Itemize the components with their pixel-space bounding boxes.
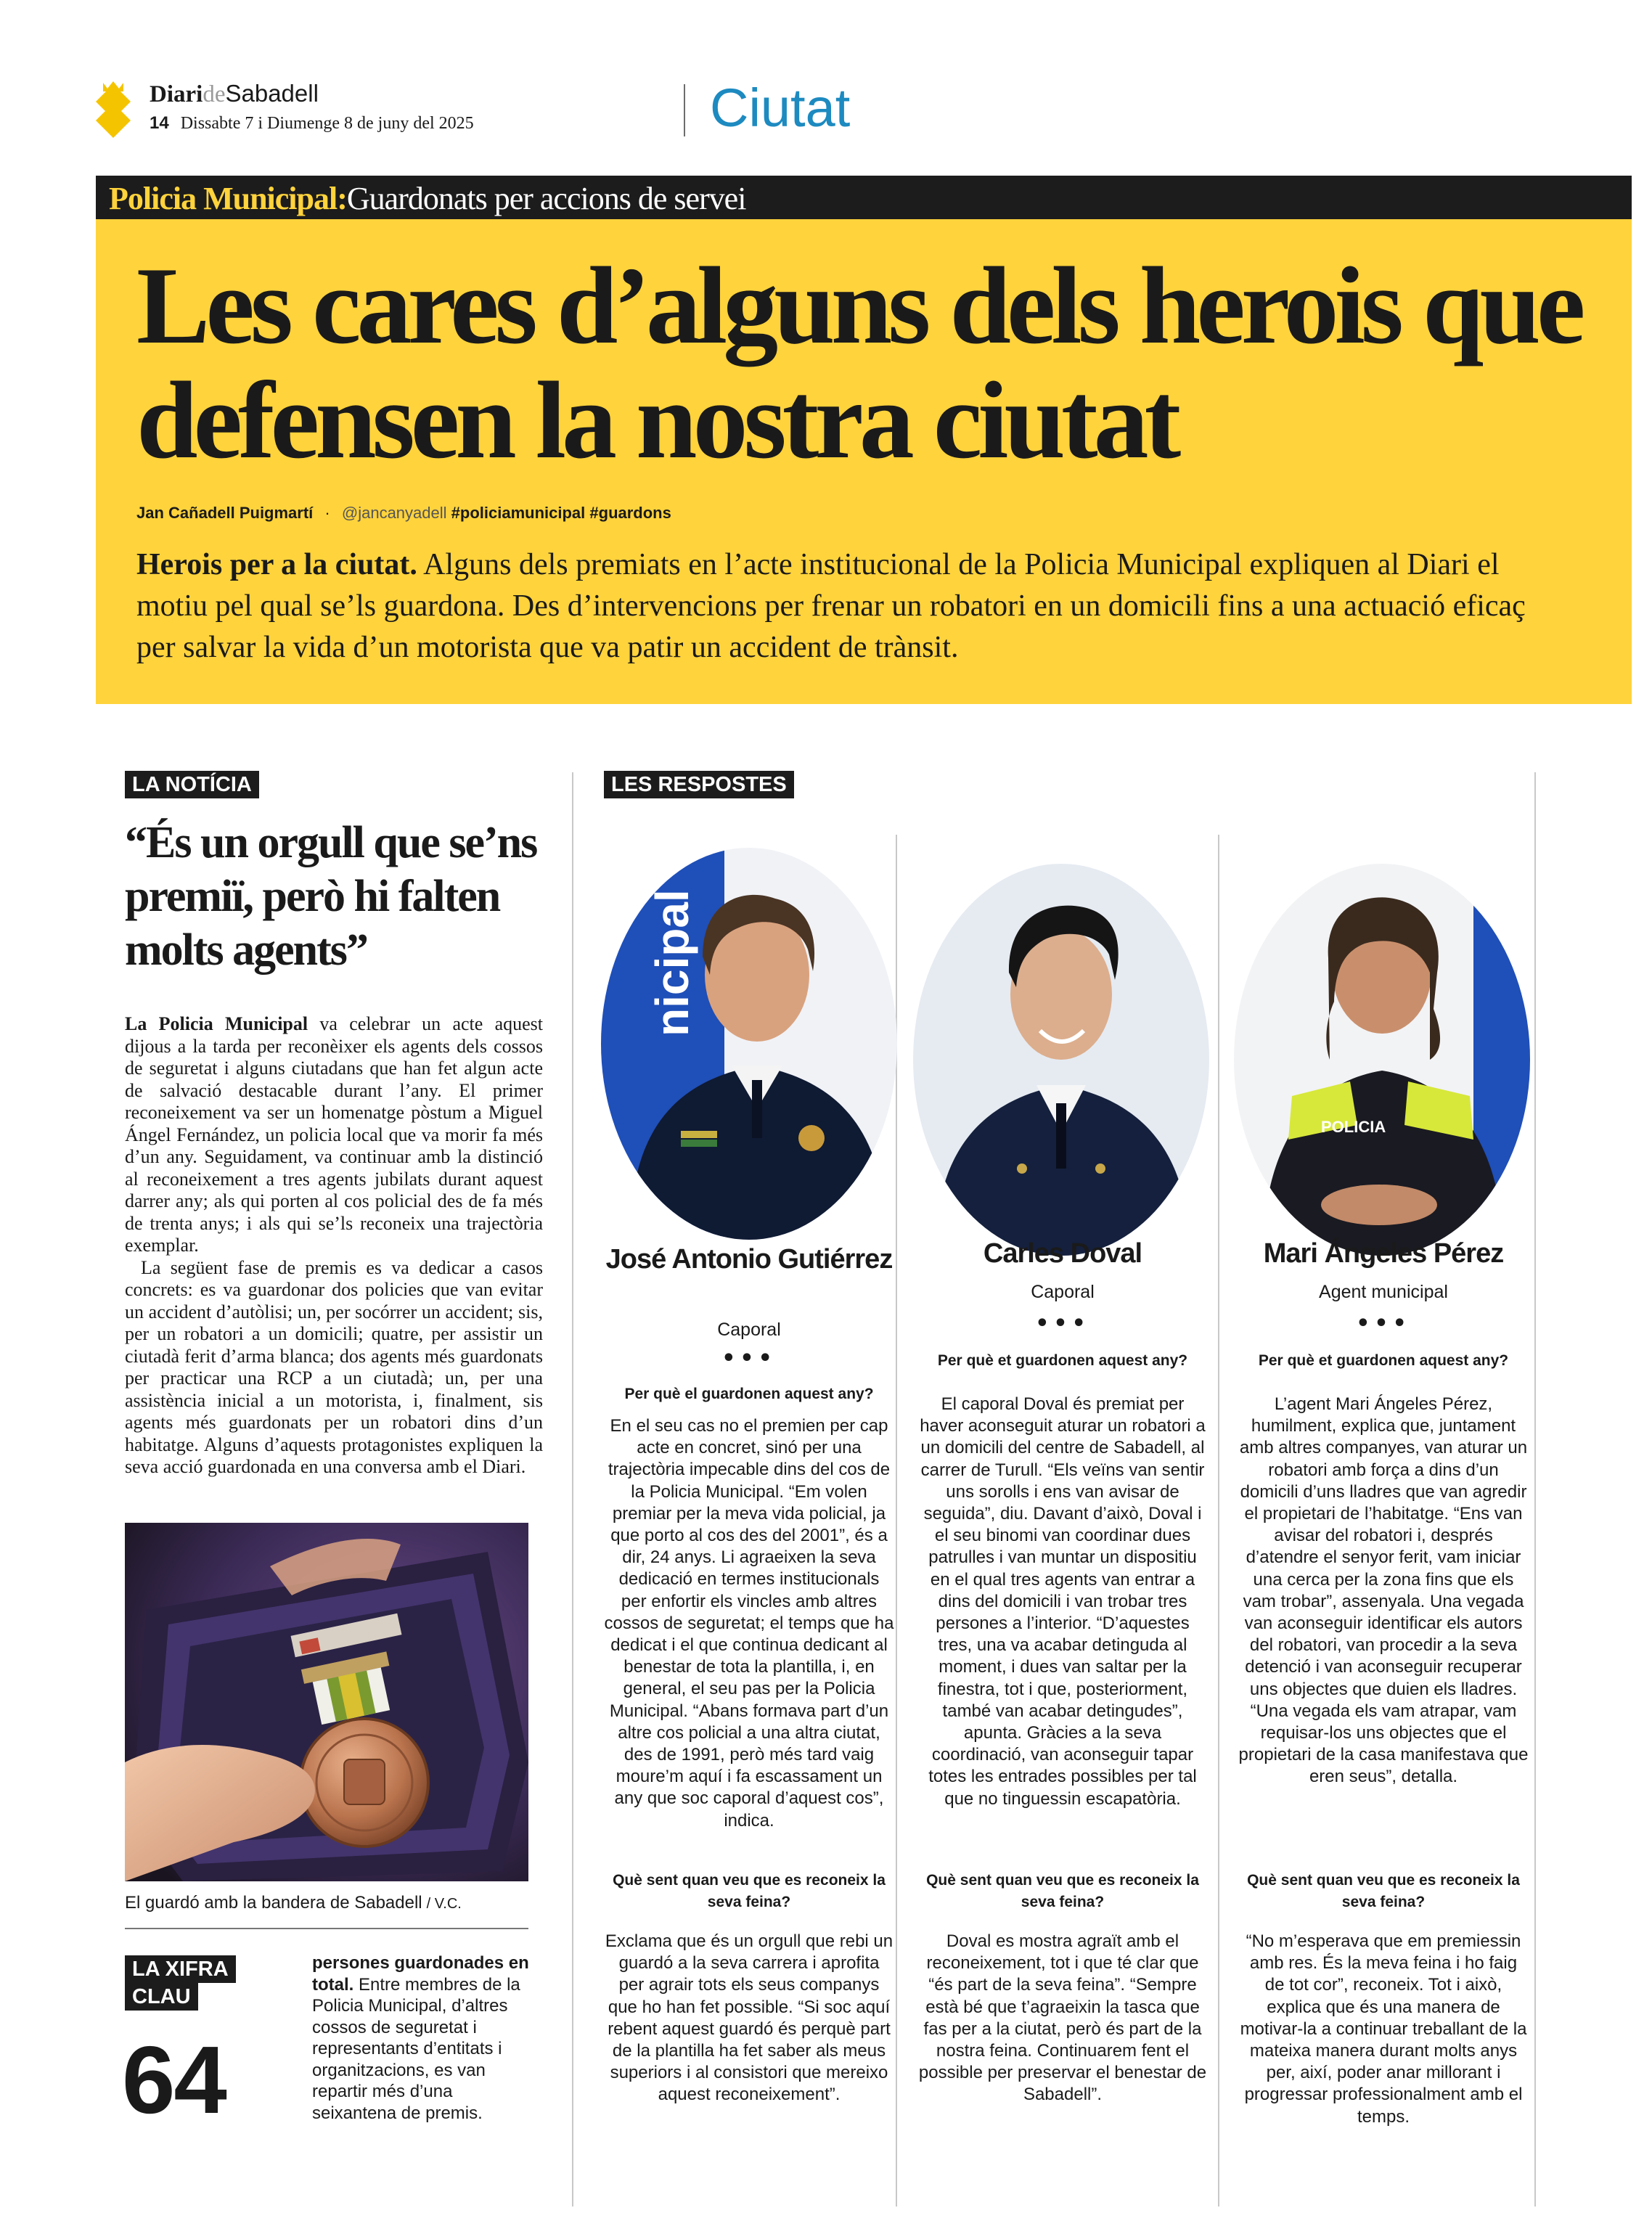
news-lead: La Policia Municipal <box>125 1013 308 1034</box>
caption-text: El guardó amb la bandera de Sabadell <box>125 1893 422 1913</box>
subhead-lead: Herois per a la ciutat. <box>136 548 417 581</box>
kicker-label: Policia Municipal: <box>109 181 347 216</box>
answer-1: L’agent Mari Ángeles Pérez, humilment, explica que, juntament amb altres companyes, van aturar un robatori amb força a dins d’un domicili d’uns lladres que van agredir el propietari de l’habitatge. “Ens van avisar del robatori i, després d’atendre el senyor ferit, vam iniciar una cerca per la zona fins que els vam trobar”, assenyala. Una vegada van aconseguir identificar els autors del robatori, van procedir a la seva detenció i van aconseguir recuperar uns objectes que duien els lladres. “Una vegada els vam atrapar, vam requisar-los uns objectes que el propietari de la casa manifestava que eren seus”, detalla. <box>1238 1394 1529 1787</box>
portrait-illustration <box>913 864 1209 1256</box>
issue-date: Dissabte 7 i Diumenge 8 de juny del 2025 <box>180 114 474 133</box>
photo-credit: / V.C. <box>426 1896 462 1912</box>
answer-1: El caporal Doval és premiat per haver aconseguit aturar un robatori a un domicili del centre de Sabadell, al carrer de Turull. “Els veïns van sentir uns sorolls i ens van avisar de seguida”, diu. Davant d’això, Doval i el seu binomi van coordinar dues patrulles i van muntar un dispositiu en el qual tres agents van entrar a dins del domicili i van trobar tres persones a l’interior. “D’aquestes tres, una va acabar detinguda al moment, i dues van saltar per la finestra, tot i que, posteriorment, també van acabar detingudes”, apunta. Gràcies a la seva coordinació, van aconseguir tapar totes les entrades possibles per tal que no tinguessin escapatòria. <box>920 1394 1206 1809</box>
column-rule <box>572 772 573 2206</box>
byline-separator: · <box>324 504 330 522</box>
news-quote-title: “És un orgull que se’ns premiï, però hi falten molts agents” <box>125 818 537 975</box>
person-name: Carles Doval <box>983 1238 1142 1269</box>
photo-caption <box>125 1893 462 1913</box>
page-line <box>150 113 474 134</box>
section-divider <box>684 84 685 136</box>
column-rule <box>1534 772 1536 2206</box>
key-figure-description: Entre membres de la Policia Municipal, d’altres cossos de seguretat i representants d’entitats i organitzacions, es van repartir més d’una seixantena de premis. <box>312 1974 520 2123</box>
news-label: LA NOTÍCIA <box>125 771 259 798</box>
question-2: Què sent quan veu que es reconeix la seva feina? <box>613 1872 886 1910</box>
headline-box <box>96 219 1632 704</box>
brand-part2: de <box>203 81 226 107</box>
answer-1: En el seu cas no el premien per cap acte en concret, sinó per una trajectòria impecable dins del cos de la Policia Municipal. “Em volen premiar per la meva vida policial, ja que porto al cos des del 2001”, és a dir, 24 anys. Li agraeixen la seva dedicació en termes institucionals per enfortir els vincles amb altres cossos de seguretat; el temps que ha dedicat i el que continua dedicant al benestar de tota la plantilla, i, en general, el seu pas per la Policia Municipal. “Abans formava part d’un altre cos policial a una altra ciutat, des de 1991, però més tard vaig moure’m aquí i fa escassament un any que soc caporal d’aquest cos”, indica. <box>604 1416 894 1831</box>
kicker-bar <box>96 176 1632 219</box>
caption-divider <box>125 1928 528 1929</box>
subhead <box>136 544 1545 668</box>
byline-author: Jan Cañadell Puigmartí <box>136 504 314 522</box>
answer-2: Doval es mostra agraït amb el reconeixement, tot i que té clar que “és part de la seva feina”. “Sempre està bé que t’agraeixin la tasca que fas per a la ciutat, però és part de la nostra feina. Continuarem fent el possible per preservar el benestar de Sabadell”. <box>918 1931 1207 2105</box>
key-figure-number: 64 <box>122 2026 226 2133</box>
portrait-illustration <box>601 848 897 1240</box>
byline-hashtag[interactable]: #policiamunicipal <box>451 504 586 522</box>
page-number: 14 <box>150 113 169 133</box>
question-2: Què sent quan veu que es reconeix la seva feina? <box>1247 1872 1520 1910</box>
question-1: Per què et guardonen aquest any? <box>937 1352 1188 1369</box>
news-paragraph-1: va celebrar un acte aquest dijous a la tarda per reconèixer els agents dels cossos de seguretat i alguns ciutadans que han fet algun acte de salvació destacable durant l’any. El primer reconeixement va ser un homenatge pòstum a Miguel Ángel Fernández, un policia local que va morir fa més d’un any. Seguidament, va continuar amb la distinció al reconeixement a tres agents jubilats durant aquest darrer any; als qui porten al cos policial des de fa més de trenta anys; i als qui se’ls reconeix una trajectòria exemplar. <box>125 1013 543 1256</box>
key-figure-label: LA XIFRA <box>125 1955 236 1983</box>
masthead <box>93 75 1617 148</box>
portrait-illustration <box>1234 864 1530 1256</box>
separator-dots: ••• <box>1035 1311 1090 1336</box>
section-name[interactable]: Ciutat <box>710 78 851 138</box>
news-paragraph <box>125 1013 543 1257</box>
responses-label: LES RESPOSTES <box>604 771 794 798</box>
answer-2: Exclama que és un orgull que rebi un guardó a la seva carrera i aprofita per agrair tots els seus companys que ho han fet possible. “Si soc aquí rebent aquest guardó és perquè part de la plantilla ha fet saber als meus superiors i al consistori que mereixo aquest reconeixement”. <box>605 1931 894 2105</box>
person-name: Mari Ángeles Pérez <box>1263 1238 1504 1269</box>
medal-photo <box>125 1523 528 1881</box>
kicker-text: Guardonats per accions de servei <box>346 181 746 216</box>
brand[interactable] <box>150 80 319 108</box>
portrait-mari-angeles-perez <box>1234 864 1530 1256</box>
key-figure-lead: persones guardonades en total. <box>312 1953 529 1995</box>
news-paragraph-2: La següent fase de premis es va dedicar a casos concrets: es va guardonar dos policies que van evitar un accident d’autòlisi; un, per socórrer un accident; sis, per un robatori a un domicili; quatre, per assistir un ciutadà ferit d’arma blanca; dos agents més guardonats per practicar una RCP a un ciutadà; un, per una assistència inicial a un motorista, i, finalment, sis agents més guardonats per un robatori dins d’un habitatge. Alguns d’aquests protagonistes expliquen la seva acció guardonada en una conversa amb el Diari. <box>125 1256 543 1477</box>
coat-of-arms-icon <box>93 81 134 139</box>
key-figure-label: CLAU <box>125 1983 198 2011</box>
portrait-carles-doval <box>913 864 1209 1256</box>
byline <box>136 504 671 523</box>
person-role: Caporal <box>1031 1282 1095 1302</box>
answer-2: “No m’esperava que em premiessin amb res. És la meva feina i ho faig de tot cor”, reconeix. Tot i això, explica que és una manera de motivar-la a continuar treballant de la mateixa manera durant molts anys per, així, poder anar millorant i progressar professionalment amb el temps. <box>1240 1931 1527 2127</box>
question-1: Per què et guardonen aquest any? <box>1258 1352 1509 1369</box>
brand-part1: Diari <box>150 81 203 107</box>
brand-part3: Sabadell <box>225 80 319 107</box>
separator-dots: ••• <box>1356 1311 1411 1336</box>
column-rule <box>1218 835 1219 2206</box>
byline-handle[interactable]: @jancanyadell <box>341 504 447 522</box>
byline-hashtag[interactable]: #guardons <box>589 504 671 522</box>
kicker <box>109 180 745 217</box>
question-1: Per què el guardonen aquest any? <box>624 1386 874 1402</box>
subhead-text: Alguns dels premiats en l’acte institucional de la Policia Municipal expliquen al Diari el motiu pel qual se’ls guardona. Des d’intervencions per frenar un robatori en un domicili fins a una actuació eficaç per salvar la vida d’un motorista que va patir un accident de trànsit. <box>136 548 1526 664</box>
key-figure-text <box>312 1952 530 2124</box>
medal-illustration <box>125 1523 528 1881</box>
person-name: José Antonio Gutiérrez <box>605 1244 893 1275</box>
person-role: Caporal <box>717 1320 781 1340</box>
question-2: Què sent quan veu que es reconeix la seva feina? <box>926 1872 1199 1910</box>
portrait-jose-antonio-gutierrez <box>601 848 897 1240</box>
person-role: Agent municipal <box>1319 1282 1448 1302</box>
news-body <box>125 1013 543 1478</box>
backdrop-lettering: nicipal <box>646 889 698 1036</box>
separator-dots: ••• <box>721 1346 777 1371</box>
uniform-lettering: POLICIA <box>1321 1118 1386 1136</box>
headline: Les cares d’alguns dels herois que defensen la nostra ciutat <box>136 245 1582 481</box>
